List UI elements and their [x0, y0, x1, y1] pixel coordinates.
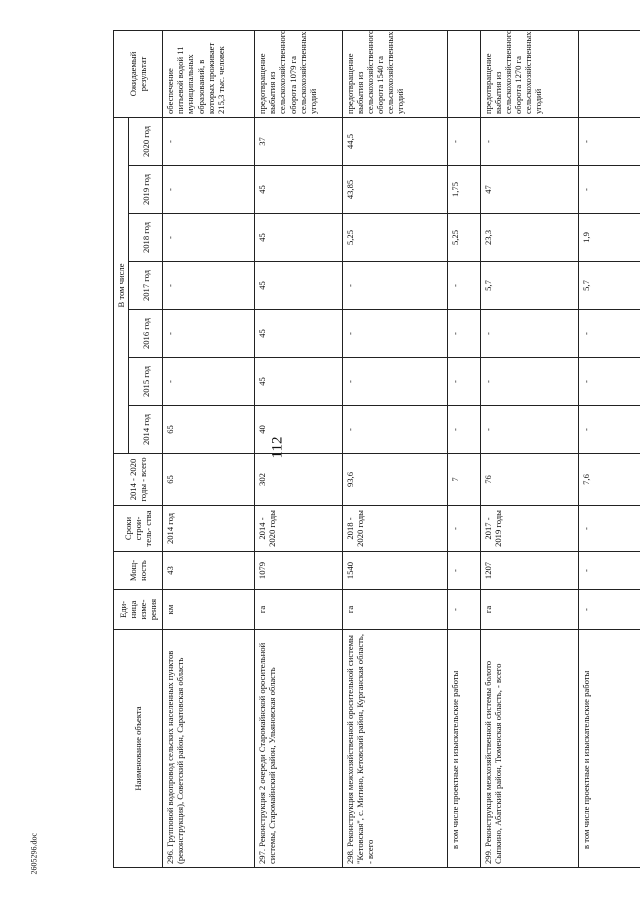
cell-y2018: - — [163, 214, 255, 262]
header-2017: 2017 год — [129, 262, 163, 310]
cell-capacity: - — [579, 552, 640, 590]
table-row — [163, 30, 255, 867]
header-name: Наименование объекта — [114, 630, 163, 868]
header-2015: 2015 год — [129, 358, 163, 406]
header-term: Сроки строи- тель- ства — [114, 506, 163, 552]
cell-result: предотвращение выбытия из сельскохозяйственного оборота 1079 га сельскохозяйственных угодий — [255, 30, 343, 117]
cell-term: 2014 - 2020 годы — [255, 506, 343, 552]
cell-name: в том числе проектные и изыскательские работы — [579, 630, 640, 868]
table-row — [342, 30, 447, 867]
cell-y2017: - — [342, 262, 447, 310]
cell-y2018: 45 — [255, 214, 343, 262]
cell-y2019: 47 — [480, 166, 579, 214]
cell-total: 7,6 — [579, 454, 640, 506]
cell-unit: га — [480, 590, 579, 630]
table-row — [447, 30, 480, 867]
cell-y2018: 23,3 — [480, 214, 579, 262]
cell-result — [579, 30, 640, 117]
page-number: 112 — [269, 436, 286, 459]
cell-y2014: - — [342, 406, 447, 454]
header-2019: 2019 год — [129, 166, 163, 214]
cell-y2016: - — [579, 310, 640, 358]
cell-result: предотвращение выбытия из сельскохозяйственного оборота 1540 га сельскохозяйственных угодий — [342, 30, 447, 117]
cell-y2020: 44,5 — [342, 117, 447, 165]
cell-unit: га — [255, 590, 343, 630]
header-2014: 2014 год — [129, 406, 163, 454]
cell-y2020: 37 — [255, 117, 343, 165]
cell-name: 298. Реконструкция межхозяйственной оросительной системы "Кетовская", с. Митино, Кетовский район, Курганская область, - всего — [342, 630, 447, 868]
cell-y2019: - — [163, 166, 255, 214]
cell-y2016: - — [163, 310, 255, 358]
cell-y2017: - — [163, 262, 255, 310]
cell-capacity: - — [447, 552, 480, 590]
cell-y2020: - — [480, 117, 579, 165]
cell-capacity: 43 — [163, 552, 255, 590]
header-including: В том числе — [114, 117, 129, 453]
cell-total: 93,6 — [342, 454, 447, 506]
cell-y2015: - — [447, 358, 480, 406]
cell-y2017: 5,7 — [480, 262, 579, 310]
cell-y2019: 45 — [255, 166, 343, 214]
cell-term: 2014 год — [163, 506, 255, 552]
cell-name: в том числе проектные и изыскательские работы — [447, 630, 480, 868]
cell-y2014: - — [480, 406, 579, 454]
cell-y2019: 43,85 — [342, 166, 447, 214]
cell-y2018: 5,25 — [447, 214, 480, 262]
cell-y2015: - — [163, 358, 255, 406]
cell-term: 2018 - 2020 годы — [342, 506, 447, 552]
cell-y2016: - — [342, 310, 447, 358]
cell-y2019: 1,75 — [447, 166, 480, 214]
cell-term: - — [447, 506, 480, 552]
cell-unit: км — [163, 590, 255, 630]
header-capacity: Мощ- ность — [114, 552, 163, 590]
cell-y2020: - — [579, 117, 640, 165]
cell-capacity: 1079 — [255, 552, 343, 590]
cell-unit: - — [447, 590, 480, 630]
cell-term: - — [579, 506, 640, 552]
rotated-table-wrapper — [113, 29, 640, 868]
cell-y2014: 40 — [255, 406, 343, 454]
table-row — [255, 30, 343, 867]
cell-y2019: - — [579, 166, 640, 214]
header-result: Ожидаемый результат — [114, 30, 163, 117]
cell-y2017: 5,7 — [579, 262, 640, 310]
cell-name: 296. Групповой водопровод сельских населенных пунктов (реконструкция), Советский район, Саратовская область — [163, 630, 255, 868]
objects-table — [113, 30, 640, 868]
cell-result — [447, 30, 480, 117]
cell-y2014: 65 — [163, 406, 255, 454]
cell-y2017: - — [447, 262, 480, 310]
cell-capacity: 1207 — [480, 552, 579, 590]
cell-y2015: - — [579, 358, 640, 406]
header-2020: 2020 год — [129, 117, 163, 165]
cell-unit: га — [342, 590, 447, 630]
header-unit: Еди- ница изме- рения — [114, 590, 163, 630]
cell-y2020: - — [447, 117, 480, 165]
cell-total: 65 — [163, 454, 255, 506]
cell-total: 7 — [447, 454, 480, 506]
cell-total: 302 — [255, 454, 343, 506]
header-2016: 2016 год — [129, 310, 163, 358]
cell-y2016: - — [447, 310, 480, 358]
cell-name: 297. Реконструкция 2 очереди Старомайнской оросительной системы, Старомайнский район, Ульяновская область — [255, 630, 343, 868]
cell-y2015: - — [342, 358, 447, 406]
cell-y2014: - — [447, 406, 480, 454]
cell-y2014: - — [579, 406, 640, 454]
cell-result: обеспечение питьевой водой 11 муниципальных образований, в которых проживает 215,3 тыс. человек — [163, 30, 255, 117]
cell-name: 299. Реконструкция межхозяйственной системы болото Сыпкино, Абатский район, Тюменская область, - всего — [480, 630, 579, 868]
file-name: 2605296.doc — [29, 832, 39, 875]
cell-y2016: 45 — [255, 310, 343, 358]
table-body — [163, 30, 640, 867]
header-2018: 2018 год — [129, 214, 163, 262]
cell-term: 2017 - 2019 годы — [480, 506, 579, 552]
cell-y2015: - — [480, 358, 579, 406]
header-total: 2014 - 2020 годы - всего — [114, 454, 163, 506]
cell-result: предотвращение выбытия из сельскохозяйственного оборота 1270 га сельскохозяйственных угодий — [480, 30, 579, 117]
table-row — [480, 30, 579, 867]
cell-y2018: 5,25 — [342, 214, 447, 262]
table-row — [579, 30, 640, 867]
cell-capacity: 1540 — [342, 552, 447, 590]
cell-y2016: - — [480, 310, 579, 358]
cell-total: 76 — [480, 454, 579, 506]
cell-y2017: 45 — [255, 262, 343, 310]
cell-unit: - — [579, 590, 640, 630]
cell-y2015: 45 — [255, 358, 343, 406]
cell-y2020: - — [163, 117, 255, 165]
cell-y2018: 1,9 — [579, 214, 640, 262]
